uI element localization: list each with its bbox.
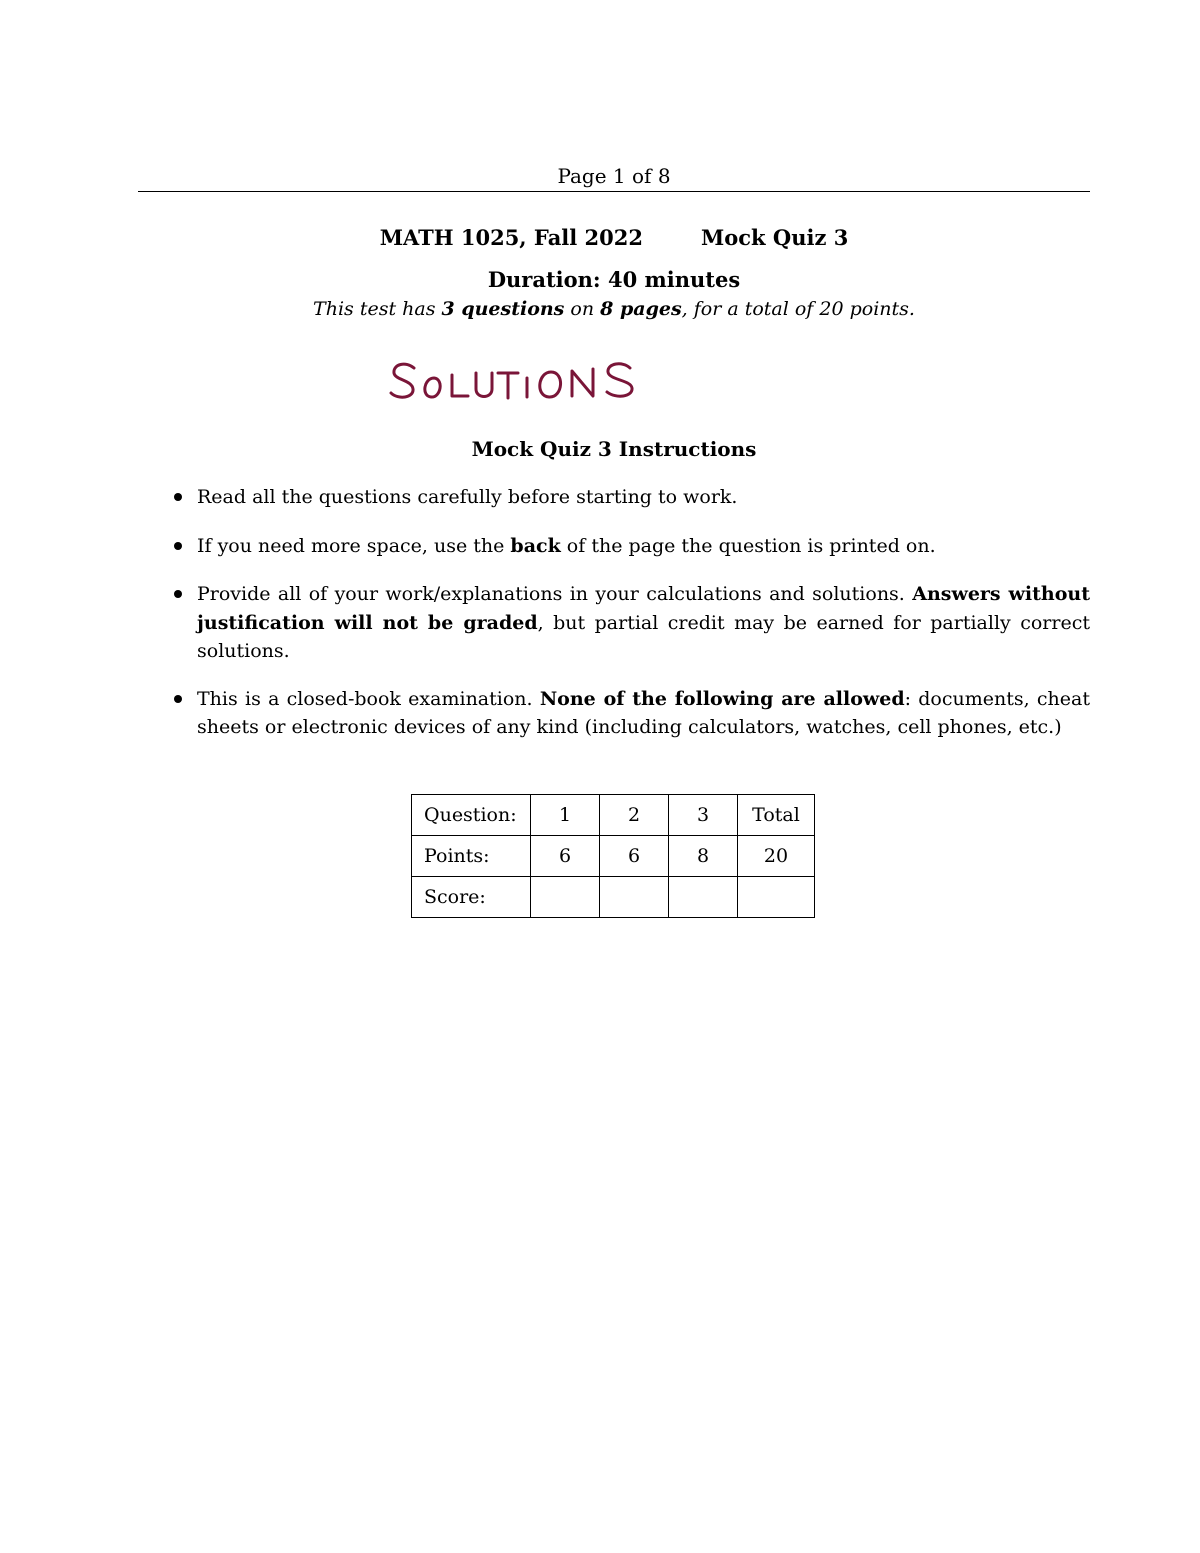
summary-prefix: This test has: [313, 298, 442, 320]
total-score-cell: [738, 877, 815, 918]
question-3-points: 8: [669, 836, 738, 877]
instruction-text: Read all the questions carefully before starting to work.: [197, 486, 738, 508]
letter-s-1: [391, 364, 414, 397]
summary-suffix: , for a total of 20 points.: [681, 298, 915, 320]
instruction-item: [170, 685, 1090, 742]
bullet-icon: [174, 590, 182, 598]
points-total: 20: [738, 836, 815, 877]
instruction-item: [170, 532, 1090, 561]
summary-pages: 8 pages: [600, 298, 682, 320]
instruction-text: Provide all of your work/explanations in your calculations and solutions.: [197, 583, 913, 605]
question-1-score-cell: [531, 877, 600, 918]
instruction-text: , but partial credit may be earned for partially correct solutions.: [197, 611, 1090, 662]
summary-questions: 3 questions: [441, 298, 565, 320]
question-2-score-cell: [600, 877, 669, 918]
instruction-item: [170, 483, 1090, 512]
letter-s-2: [607, 364, 632, 396]
quiz-title: Mock Quiz 3: [701, 225, 849, 250]
bullet-icon: [174, 695, 182, 703]
instructions-title: Mock Quiz 3 Instructions: [471, 437, 757, 461]
page-number-header: Page 1 of 8: [557, 164, 671, 188]
letter-u: [476, 373, 492, 397]
table-row-points: [412, 836, 815, 877]
score-table: [411, 794, 815, 918]
exam-title: [138, 224, 1090, 252]
question-3-score-cell: [669, 877, 738, 918]
bullet-icon: [174, 542, 182, 550]
instruction-emphasis: back: [510, 534, 561, 557]
instruction-text: : documents, cheat sheets or electronic devices of any kind (including calculators, watches, cell phones, etc.): [197, 687, 1091, 738]
instruction-emphasis: None of the following are allowed: [539, 687, 905, 710]
score-row-label: Score:: [412, 877, 531, 918]
handwritten-solutions-mark: [388, 358, 648, 408]
table-row-score: [412, 877, 815, 918]
question-2-points: 6: [600, 836, 669, 877]
instructions-list: [170, 483, 1090, 742]
bullet-icon: [174, 493, 182, 501]
instruction-emphasis: Answers without justification will not be graded: [197, 583, 1090, 634]
letter-o-2: [540, 372, 561, 397]
duration: Duration: 40 minutes: [487, 267, 741, 292]
letter-n: [572, 369, 593, 396]
summary-middle: on: [564, 298, 601, 320]
question-row-label: Question:: [412, 795, 531, 836]
instruction-text: If you need more space, use the: [197, 534, 511, 557]
question-2-header: 2: [600, 795, 669, 836]
instruction-item: [170, 580, 1090, 666]
letter-o-1: [425, 378, 440, 397]
instruction-text: This is a closed-book examination.: [197, 687, 540, 710]
letter-l: [452, 375, 468, 396]
letter-t: [498, 373, 518, 398]
question-3-header: 3: [669, 795, 738, 836]
question-1-points: 6: [531, 836, 600, 877]
table-row-question: [412, 795, 815, 836]
course-title: MATH 1025, Fall 2022: [379, 225, 644, 250]
test-summary: [138, 296, 1090, 322]
header-rule: [138, 191, 1090, 192]
total-header: Total: [738, 795, 815, 836]
question-1-header: 1: [531, 795, 600, 836]
instruction-text: of the page the question is printed on.: [560, 534, 936, 557]
points-row-label: Points:: [412, 836, 531, 877]
